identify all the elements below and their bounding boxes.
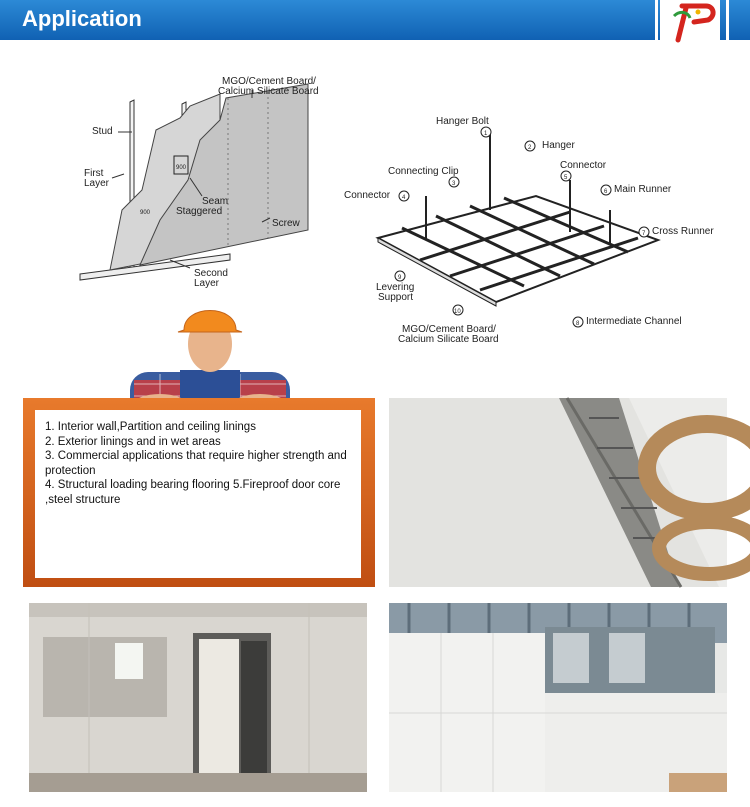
applications-panel [35,410,361,578]
brand-logo [660,0,720,42]
label-board: MGO/Cement Board/ [402,324,496,335]
callout-number: 6 [604,189,608,195]
label-second-layer: Layer [194,278,220,289]
list-item: 3. Commercial applications that require higher strength and protection [45,450,347,477]
label-stud: Stud [92,126,113,137]
label-seam: Staggered [176,206,223,217]
label-hanger-bolt: Hanger Bolt [436,116,489,127]
label-second-layer: Second [194,268,228,279]
callout-number: 8 [576,321,580,327]
photo-ceiling-install [389,398,727,587]
label-hanger: Hanger [542,140,575,151]
callout-number: 9 [398,275,402,281]
mark-900: 900 [176,165,187,171]
label-connecting-clip: Connecting Clip [388,166,459,177]
label-first-layer: First [84,168,104,179]
photo-partition-wall [29,603,367,792]
callout-number: 4 [402,195,406,201]
list-item: 1. Interior wall,Partition and ceiling linings [45,421,256,433]
label-connector: Connector [344,190,391,201]
header-divider [655,0,658,40]
label-levering-support: Levering [376,282,415,293]
list-item: 2. Exterior linings and in wet areas [45,435,221,448]
callout-number: 2 [528,145,532,151]
label-screw: Screw [272,218,300,229]
label-connector: Connector [560,160,607,171]
callout-number: 1 [484,131,488,137]
label-main-runner: Main Runner [614,184,672,195]
mark-900: 900 [140,210,151,216]
label-levering-support: Support [378,292,414,303]
label-board: MGO/Cement Board/ [222,76,316,87]
applications-list [35,410,361,507]
label-first-layer: Layer [84,178,110,189]
callout-number: 7 [642,231,646,237]
list-item: 4. Structural loading bearing flooring 5.Fireproof door core ,steel structure [45,479,341,506]
photo-exterior-wall [389,603,727,792]
ceiling-diagram [340,110,714,350]
label-board: Calcium Silicate Board [218,86,319,97]
header-bar [0,0,750,40]
wall-diagram [70,70,319,290]
page-title: Application [22,6,142,31]
label-cross-runner: Cross Runner [652,226,714,237]
label-intermediate-channel: Intermediate Channel [586,316,682,327]
callout-number: 5 [564,175,568,181]
label-seam: Seam [202,196,229,207]
callout-number: 3 [452,181,456,187]
callout-number: 10 [454,309,461,315]
label-board: Calcium Silicate Board [398,334,499,345]
applications-board [23,398,375,587]
header-divider [726,0,729,40]
